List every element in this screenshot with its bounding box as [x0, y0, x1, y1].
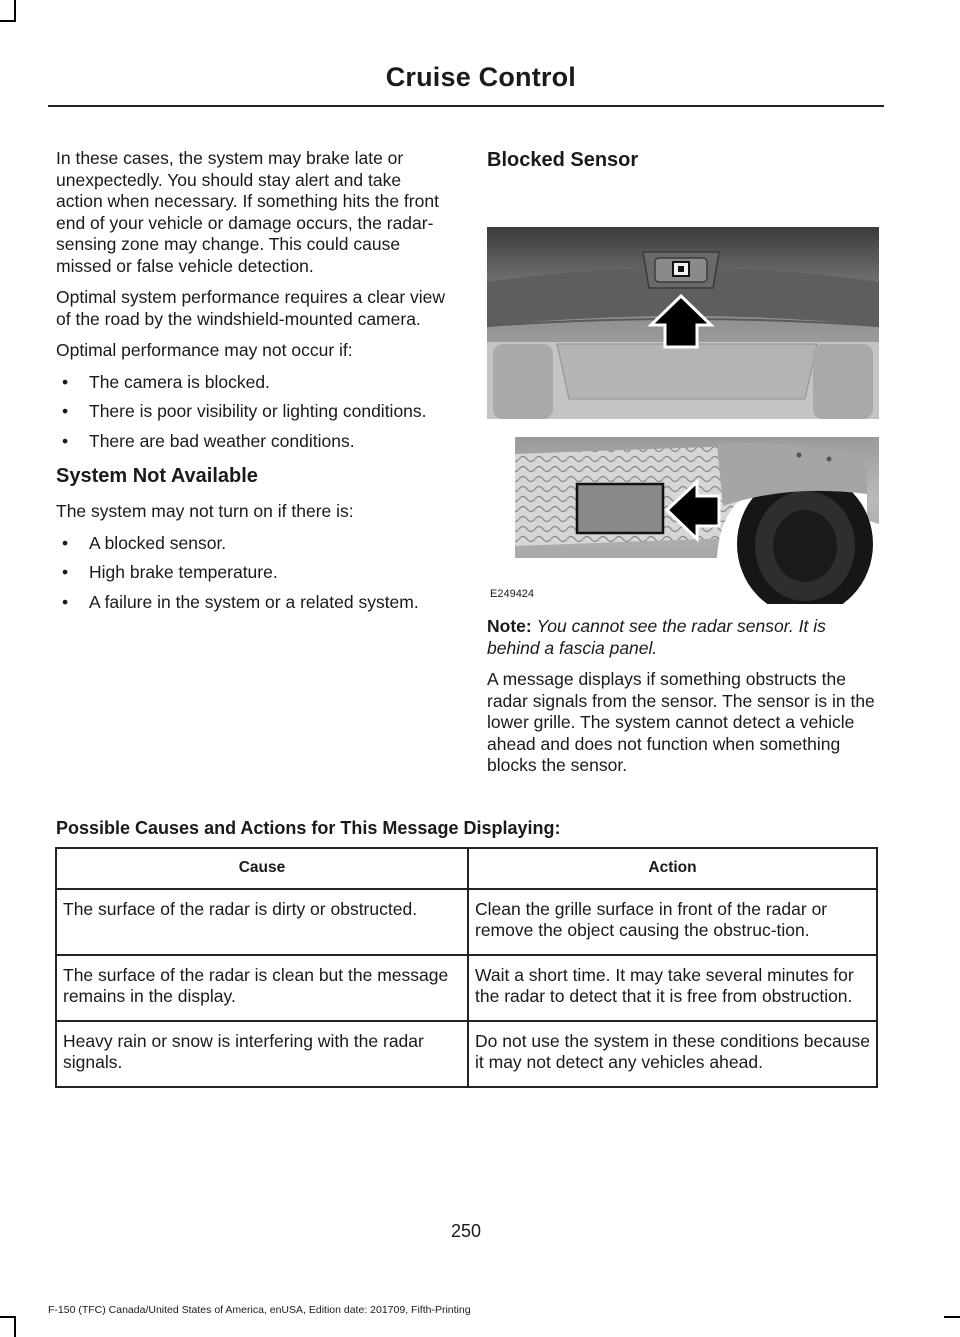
message-paragraph: A message displays if something obstructs the radar signals from the sensor. The sensor is in the lower grille. The system cannot detect a vehicle ahead and does not function when something blocks the sensor. — [487, 669, 875, 775]
crop-mark — [0, 1316, 16, 1318]
column-header-action: Action — [468, 848, 877, 889]
note-label: Note: — [487, 616, 532, 636]
crop-mark — [0, 20, 16, 22]
figure-code: E249424 — [490, 588, 535, 600]
blocked-sensor-illustration — [487, 194, 879, 604]
table-cell-cause: The surface of the radar is dirty or obstructed. — [56, 889, 468, 955]
list-item: • A blocked sensor. — [56, 533, 448, 555]
note-paragraph — [487, 616, 883, 659]
page-title: Cruise Control — [385, 62, 576, 92]
table-row — [56, 889, 877, 955]
header-divider — [48, 105, 884, 107]
optimal-performance-paragraph: Optimal system performance requires a clear view of the road by the windshield-mounted camera. — [56, 287, 446, 329]
page-number: 250 — [450, 1221, 482, 1241]
section-title-system-not-available: System Not Available — [56, 465, 258, 487]
crop-mark — [944, 1316, 960, 1318]
table-cell-action: Clean the grille surface in front of the radar or remove the object causing the obstruc-tion. — [468, 889, 877, 955]
right-column — [487, 148, 883, 787]
column-header-cause: Cause — [56, 848, 468, 889]
table-cell-cause: Heavy rain or snow is interfering with the radar signals. — [56, 1021, 468, 1087]
list-item: • There is poor visibility or lighting conditions. — [56, 401, 448, 423]
vehicle-front-illustration — [487, 194, 879, 604]
note-text: You cannot see the radar sensor. It is behind a fascia panel. — [487, 616, 826, 658]
conditions-list — [56, 372, 448, 453]
table-heading: Possible Causes and Actions for This Message Displaying: — [56, 818, 561, 838]
crop-mark — [14, 1316, 16, 1337]
reasons-list — [56, 533, 448, 614]
table-cell-cause: The surface of the radar is clean but the message remains in the display. — [56, 955, 468, 1021]
list-item: • There are bad weather conditions. — [56, 431, 448, 453]
list-item: • A failure in the system or a related system. — [56, 592, 448, 614]
table-row — [56, 1021, 877, 1087]
table-cell-action: Wait a short time. It may take several minutes for the radar to detect that it is free from obstruction. — [468, 955, 877, 1021]
table-header-row — [56, 848, 877, 889]
table-row — [56, 955, 877, 1021]
list-item: • The camera is blocked. — [56, 372, 448, 394]
intro-paragraph: In these cases, the system may brake late or unexpectedly. You should stay alert and take action when necessary. If something hits the front end of your vehicle or damage occurs, the radar-sensing zone may change. This could cause missed or false vehicle detection. — [56, 148, 439, 276]
table-cell-action: Do not use the system in these conditions because it may not detect any vehicles ahead. — [468, 1021, 877, 1087]
may-not-occur-paragraph: Optimal performance may not occur if: — [56, 340, 353, 360]
list-item: • High brake temperature. — [56, 562, 448, 584]
crop-mark — [14, 0, 16, 22]
causes-actions-table — [55, 847, 878, 1088]
section-title-blocked-sensor: Blocked Sensor — [487, 149, 639, 171]
left-column — [56, 148, 448, 625]
not-on-paragraph: The system may not turn on if there is: — [56, 501, 354, 521]
edition-footer: F-150 (TFC) Canada/United States of America, enUSA, Edition date: 201709, Fifth-Printing — [48, 1304, 471, 1316]
